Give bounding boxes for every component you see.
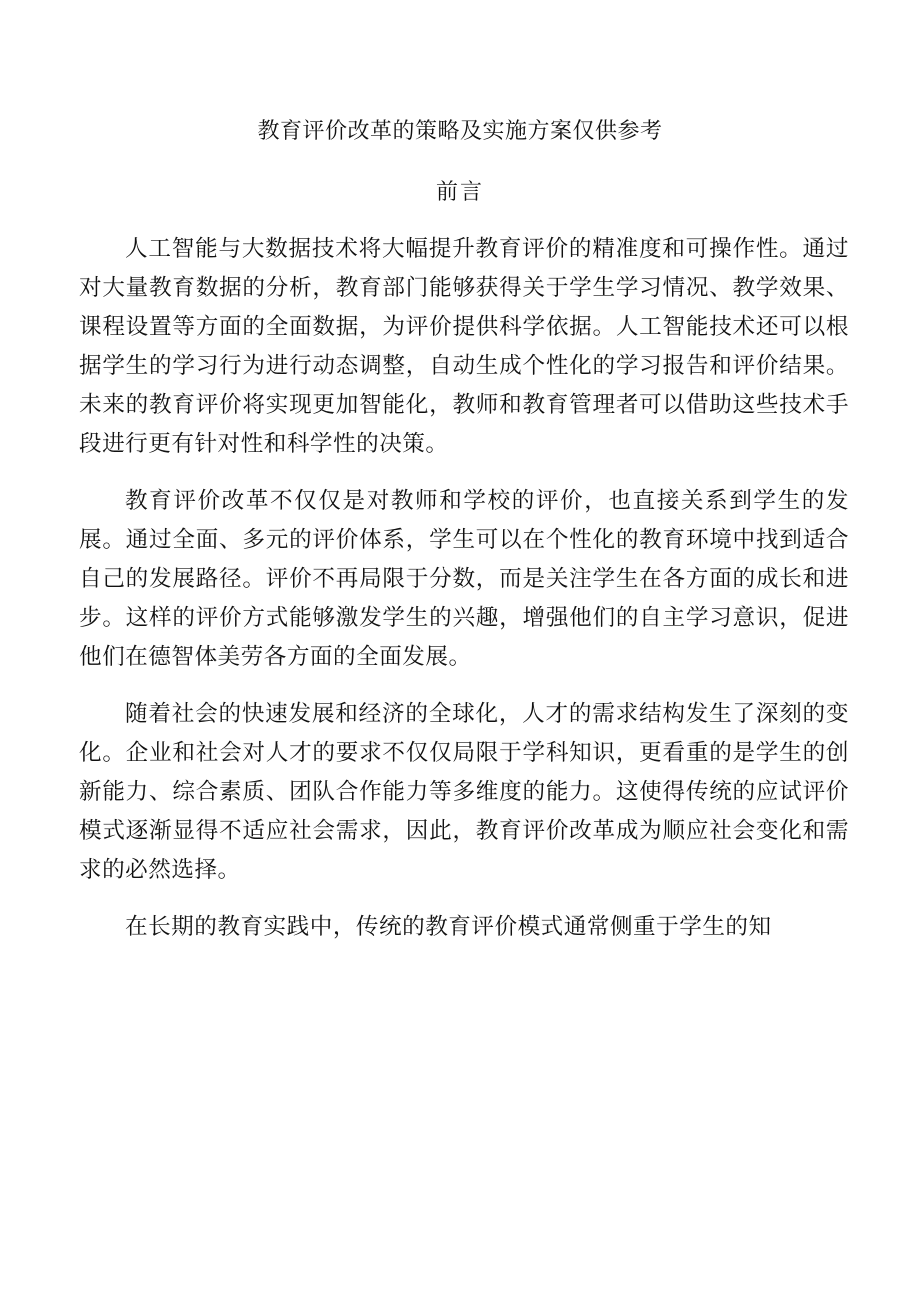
paragraph-4: 在长期的教育实践中，传统的教育评价模式通常侧重于学生的知	[125, 914, 772, 940]
paragraph-1: 人工智能与大数据技术将大幅提升教育评价的精准度和可操作性。通过对大量教育数据的分析，教育部门能够获得关于学生学习情况、教学效果、课程设置等方面的全面数据，为评价提供科学依据。人工智能技术还可以根据学生的学习行为进行动态调整，自动生成个性化的学习报告和评价结果。未来的教育评价将实现更加智能化，教师和教育管理者可以借助这些技术手段进行更有针对性和科学性的决策。	[79, 236, 849, 457]
document-body	[79, 230, 849, 965]
section-heading: 前言	[435, 180, 484, 205]
paragraph-3: 随着社会的快速发展和经济的全球化，人才的需求结构发生了深刻的变化。企业和社会对人才的要求不仅仅局限于学科知识，更看重的是学生的创新能力、综合素质、团队合作能力等多维度的能力。这使得传统的应试评价模式逐渐显得不适应社会需求，因此，教育评价改革成为顺应社会变化和需求的必然选择。	[79, 701, 849, 883]
document-title: 教育评价改革的策略及实施方案仅供参考	[257, 119, 663, 144]
paragraph-2: 教育评价改革不仅仅是对教师和学校的评价，也直接关系到学生的发展。通过全面、多元的评价体系，学生可以在个性化的教育环境中找到适合自己的发展路径。评价不再局限于分数，而是关注学生在各方面的成长和进步。这样的评价方式能够激发学生的兴趣，增强他们的自主学习意识，促进他们在德智体美劳各方面的全面发展。	[79, 488, 849, 670]
